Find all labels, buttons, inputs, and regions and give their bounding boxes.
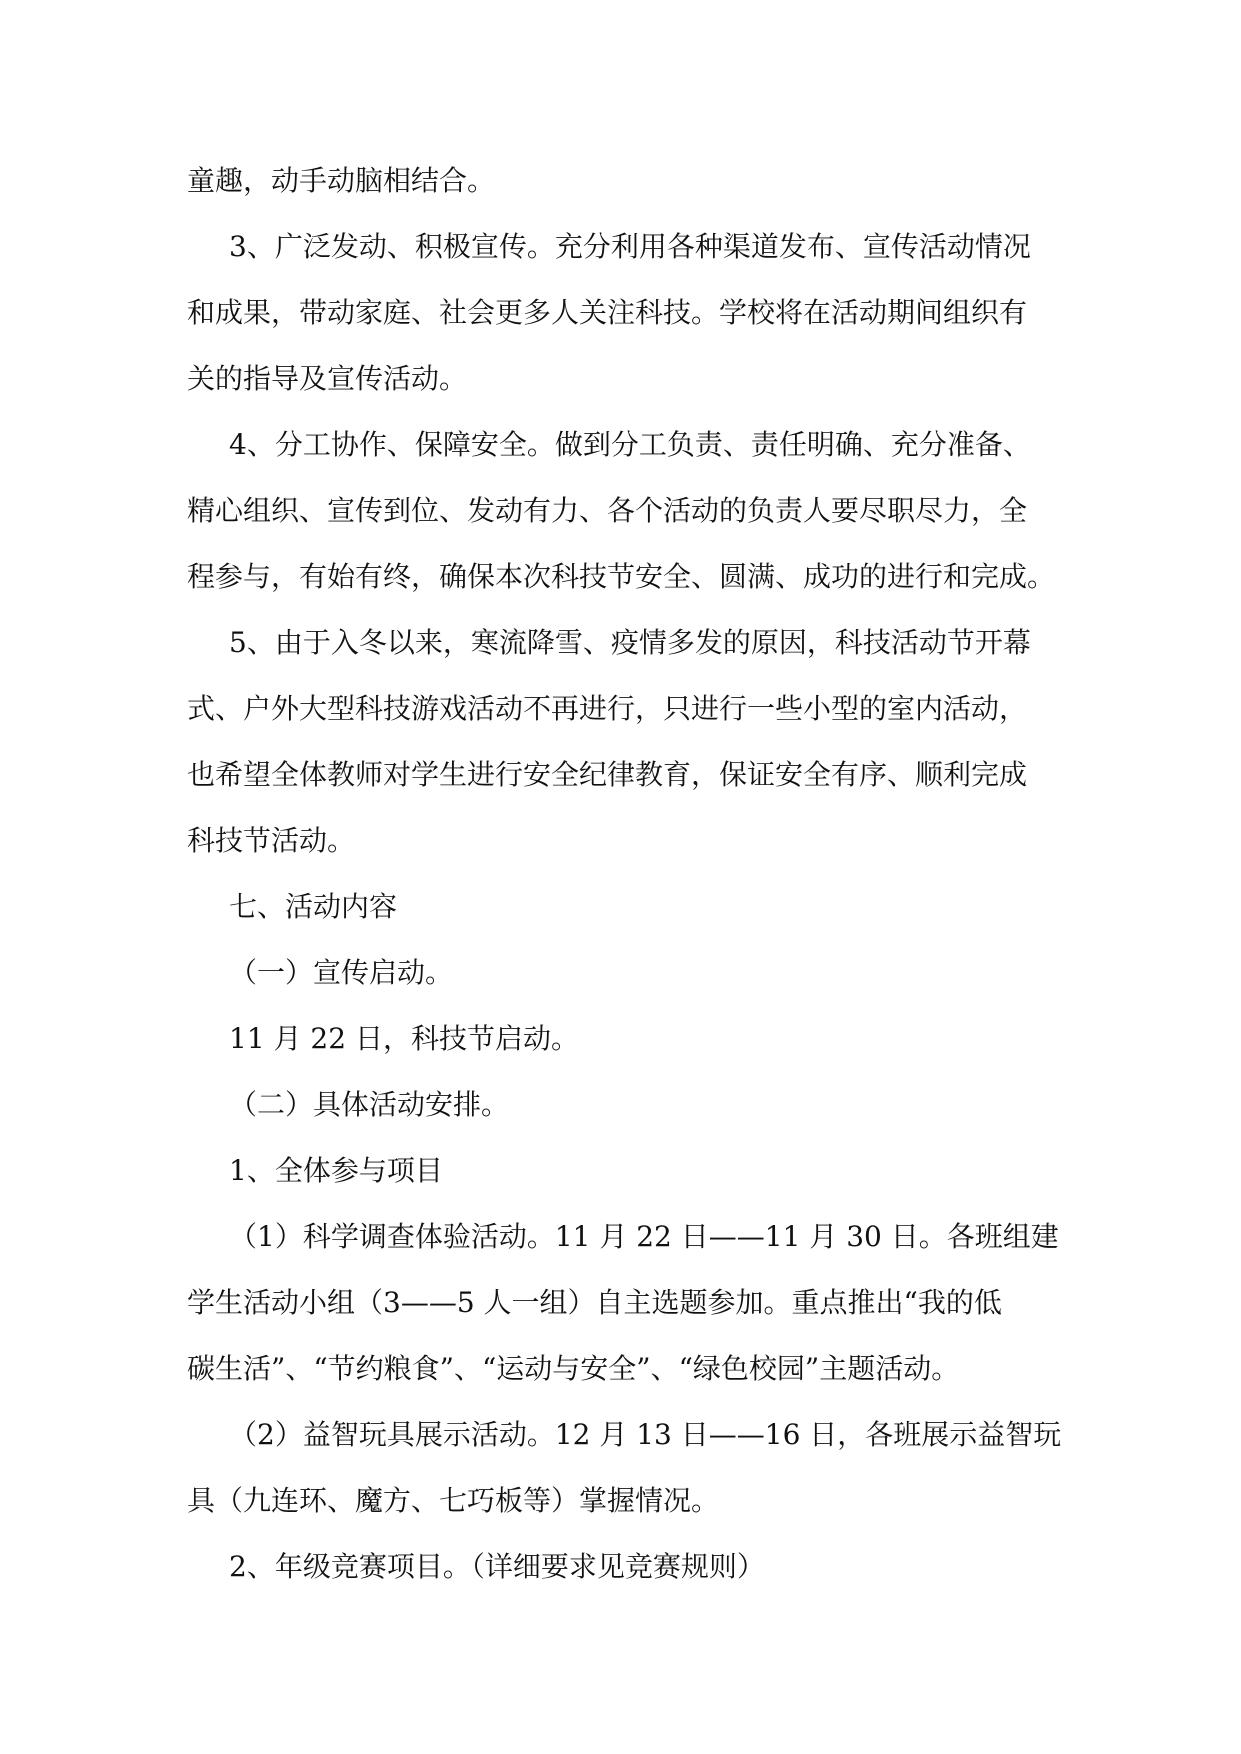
text-line: 也希望全体教师对学生进行安全纪律教育，保证安全有序、顺利完成 bbox=[187, 758, 1028, 791]
text-line: 关的指导及宣传活动。 bbox=[187, 362, 468, 395]
text-line: （1）科学调查体验活动。11 月 22 日——11 月 30 日。各班组建 bbox=[229, 1220, 1059, 1253]
text-line: 3、广泛发动、积极宣传。充分利用各种渠道发布、宣传活动情况 bbox=[229, 230, 1031, 263]
list-item-heading: 2、年级竞赛项目。（详细要求见竞赛规则） bbox=[229, 1550, 765, 1583]
text-line: 精心组织、宣传到位、发动有力、各个活动的负责人要尽职尽力，全 bbox=[187, 494, 1028, 527]
list-item-heading: 1、全体参与项目 bbox=[229, 1154, 443, 1187]
text-line: 4、分工协作、保障安全。做到分工负责、责任明确、充分准备、 bbox=[229, 428, 1031, 461]
text-line: 科技节活动。 bbox=[187, 824, 356, 857]
text-line: 程参与，有始有终，确保本次科技节安全、圆满、成功的进行和完成。 bbox=[187, 560, 1056, 593]
text-line: 式、户外大型科技游戏活动不再进行，只进行一些小型的室内活动， bbox=[187, 692, 1028, 725]
text-line: 童趣，动手动脑相结合。 bbox=[187, 164, 496, 197]
text-line: 11 月 22 日，科技节启动。 bbox=[229, 1022, 579, 1055]
subsection-heading: （二）具体活动安排。 bbox=[229, 1088, 510, 1121]
text-line: 5、由于入冬以来，寒流降雪、疫情多发的原因，科技活动节开幕 bbox=[229, 626, 1031, 659]
document-body bbox=[187, 148, 1067, 1600]
text-line: 具（九连环、魔方、七巧板等）掌握情况。 bbox=[187, 1484, 720, 1517]
text-line: 碳生活”、“节约粮食”、“运动与安全”、“绿色校园”主题活动。 bbox=[187, 1352, 960, 1385]
text-line: 学生活动小组（3——5 人一组）自主选题参加。重点推出“我的低 bbox=[187, 1286, 1002, 1319]
text-line: 和成果，带动家庭、社会更多人关注科技。学校将在活动期间组织有 bbox=[187, 296, 1028, 329]
section-heading: 七、活动内容 bbox=[229, 890, 398, 923]
text-line: （2）益智玩具展示活动。12 月 13 日——16 日，各班展示益智玩 bbox=[229, 1418, 1062, 1451]
subsection-heading: （一）宣传启动。 bbox=[229, 956, 454, 989]
